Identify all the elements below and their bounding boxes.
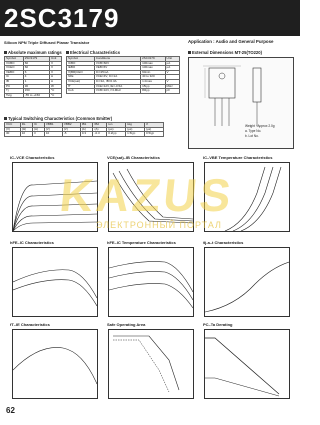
- elec-table: [66, 56, 180, 94]
- elec-cell: VEB=6V: [94, 66, 140, 71]
- chart-hfe-ic-temp: [108, 247, 194, 317]
- application-label: Application : Audio and General Purpose: [188, 39, 274, 44]
- switching-cell: 10: [44, 132, 62, 137]
- elec-cell: 60min: [141, 70, 165, 75]
- elec-cell: 1.0max: [141, 79, 165, 84]
- switching-cell: (A): [80, 127, 93, 132]
- watermark-subtitle: ЭЛЕКТРОННЫЙ ПОРТАЛ: [96, 220, 222, 230]
- switching-cell: IC: [33, 123, 45, 128]
- chart7-title: fT–IE Characteristics: [10, 322, 50, 327]
- part-number-title: 2SC3179: [4, 3, 120, 33]
- switching-cell: (A): [93, 127, 107, 132]
- elec-cell: 2SC3179: [141, 57, 165, 62]
- switching-row: [5, 132, 164, 137]
- elec-cell: Symbol: [67, 57, 95, 62]
- ft-ie-curve: [13, 330, 97, 398]
- elec-cell: 100max: [141, 61, 165, 66]
- thermal-curve: [205, 248, 289, 316]
- switching-cell: 0.3: [80, 132, 93, 137]
- elec-cell: 40 to 320: [141, 75, 165, 80]
- chart8-title: Safe Operating Area: [107, 322, 146, 327]
- elec-cell: VCB=10V, f=1MHz: [94, 89, 140, 94]
- abs-max-title: Absolute maximum ratings: [8, 50, 62, 55]
- elec-heading: [66, 50, 120, 55]
- elec-cell: V: [165, 70, 179, 75]
- abs-max-cell: 30: [23, 84, 49, 89]
- abs-max-cell: 150: [23, 89, 49, 94]
- abs-max-cell: 60: [23, 66, 49, 71]
- abs-max-cell: IC: [5, 75, 24, 80]
- elec-cell: 100max: [141, 66, 165, 71]
- abs-max-cell: 60: [23, 61, 49, 66]
- abs-max-cell: VCBO: [5, 61, 24, 66]
- elec-cell: VCE(sat): [67, 79, 95, 84]
- elec-cell: IC=25mA: [94, 70, 140, 75]
- abs-max-cell: Tj: [5, 89, 24, 94]
- hfe-temp-curves: [109, 248, 193, 316]
- abs-max-cell: -55 to +150: [23, 93, 49, 98]
- external-heading: [188, 50, 262, 55]
- switching-cell: 30: [5, 132, 21, 137]
- external-title: External Dimensions MT-25(TO220): [192, 50, 262, 55]
- elec-cell: 80typ: [141, 89, 165, 94]
- abs-max-table: [4, 56, 62, 98]
- chart9-title: PC–Ta Derating: [203, 322, 233, 327]
- elec-cell: VCE=12V, IE=-0.5A: [94, 84, 140, 89]
- pc-ta-curve: [205, 330, 289, 398]
- package-outline-icon: [189, 58, 293, 148]
- abs-max-cell: A: [49, 79, 61, 84]
- elec-cell: IEBO: [67, 66, 95, 71]
- switching-cell: VBB1: [44, 123, 62, 128]
- chart-soa: [108, 329, 194, 399]
- abs-max-cell: V: [49, 61, 61, 66]
- switching-cell: (µs): [145, 127, 164, 132]
- abs-max-cell: V: [49, 66, 61, 71]
- abs-max-cell: VEBO: [5, 70, 24, 75]
- elec-title: Electrical Characteristics: [70, 50, 121, 55]
- switching-cell: (Ω): [20, 127, 32, 132]
- abs-max-cell: °C: [49, 89, 61, 94]
- weight-note: Weight : Approx 2.0g: [245, 124, 275, 128]
- switching-cell: (V): [44, 127, 62, 132]
- dimension-drawing: [188, 57, 294, 149]
- elec-cell: pF: [165, 89, 179, 94]
- elec-cell: Unit: [165, 57, 179, 62]
- switching-cell: 3: [33, 132, 45, 137]
- switching-table: [4, 122, 164, 137]
- abs-max-cell: Tstg: [5, 93, 24, 98]
- switching-cell: VBB2: [62, 123, 80, 128]
- abs-max-cell: 6: [23, 70, 49, 75]
- switching-cell: 0.2typ: [107, 132, 126, 137]
- switching-cell: (µs): [107, 127, 126, 132]
- chart5-title: hFE–IC Temperature Characteristics: [107, 240, 176, 245]
- switching-cell: RL: [20, 123, 32, 128]
- abs-max-cell: Symbol: [5, 57, 24, 62]
- abs-max-cell: PC: [5, 84, 24, 89]
- elec-cell: MHz: [165, 84, 179, 89]
- elec-cell: fT: [67, 84, 95, 89]
- switching-cell: IB2: [93, 123, 107, 128]
- elec-cell: 15typ: [141, 84, 165, 89]
- elec-cell: Cob: [67, 89, 95, 94]
- switching-cell: 0.5typ: [145, 132, 164, 137]
- switching-cell: (A): [33, 127, 45, 132]
- abs-max-cell: V: [49, 70, 61, 75]
- elec-cell: hFE: [67, 75, 95, 80]
- abs-max-row: [5, 93, 62, 98]
- abs-max-heading: [4, 50, 62, 55]
- chart3-title: IC–VBE Temperature Characteristics: [203, 155, 273, 160]
- square-bullet-icon: [66, 51, 69, 54]
- square-bullet-icon: [4, 117, 7, 120]
- switching-cell: ton: [107, 123, 126, 128]
- hfe-ic-curves: [13, 248, 97, 316]
- abs-max-cell: VCEO: [5, 66, 24, 71]
- switching-cell: 10: [20, 132, 32, 137]
- switching-cell: IB1: [80, 123, 93, 128]
- page-number: 62: [6, 406, 15, 415]
- chart4-title: hFE–IC Characteristics: [10, 240, 54, 245]
- switching-heading: [4, 116, 112, 121]
- chart-pc-ta: [204, 329, 290, 399]
- abs-max-cell: 1: [23, 79, 49, 84]
- abs-max-cell: °C: [49, 93, 61, 98]
- switching-cell: tstg: [126, 123, 145, 128]
- abs-max-cell: W: [49, 84, 61, 89]
- elec-cell: V(BR)CEO: [67, 70, 95, 75]
- elec-cell: ICBO: [67, 61, 95, 66]
- switching-title: Typical Switching Characteristics (Common Emitter): [8, 116, 113, 121]
- chart-thermal: [204, 247, 290, 317]
- elec-cell: µA: [165, 61, 179, 66]
- device-description: Silicon NPN Triple Diffused Planar Transistor: [4, 40, 90, 45]
- switching-cell: -0.3: [93, 132, 107, 137]
- elec-cell: VCB=60V: [94, 61, 140, 66]
- abs-max-cell: IB: [5, 79, 24, 84]
- switching-cell: (V): [62, 127, 80, 132]
- elec-cell: V: [165, 79, 179, 84]
- abs-max-cell: Unit: [49, 57, 61, 62]
- switching-cell: (µs): [126, 127, 145, 132]
- square-bullet-icon: [4, 51, 7, 54]
- watermark-logo: KAZUS: [57, 169, 237, 221]
- square-bullet-icon: [188, 51, 191, 54]
- elec-cell: µA: [165, 66, 179, 71]
- lot-note: b. Lot No.: [245, 134, 259, 138]
- elec-cell: IC=3A, IB=0.3A: [94, 79, 140, 84]
- switching-cell: tf: [145, 123, 164, 128]
- chart-hfe-ic: [12, 247, 98, 317]
- soa-curve: [109, 330, 193, 398]
- switching-cell: VCC: [5, 123, 21, 128]
- abs-max-cell: A: [49, 75, 61, 80]
- elec-cell: VCE=4V, IC=1A: [94, 75, 140, 80]
- type-note: a. Type No.: [245, 129, 262, 133]
- abs-max-cell: 2SC3179: [23, 57, 49, 62]
- chart2-title: VCE(sat)–IB Characteristics: [107, 155, 160, 160]
- switching-cell: 1.5typ: [126, 132, 145, 137]
- elec-cell: Conditions: [94, 57, 140, 62]
- abs-max-cell: 4: [23, 75, 49, 80]
- chart1-title: IC–VCE Characteristics: [10, 155, 55, 160]
- switching-cell: -5: [62, 132, 80, 137]
- chart-ft-ie: [12, 329, 98, 399]
- switching-cell: (V): [5, 127, 21, 132]
- chart6-title: θj-a–t Characteristics: [203, 240, 244, 245]
- elec-row: [67, 89, 180, 94]
